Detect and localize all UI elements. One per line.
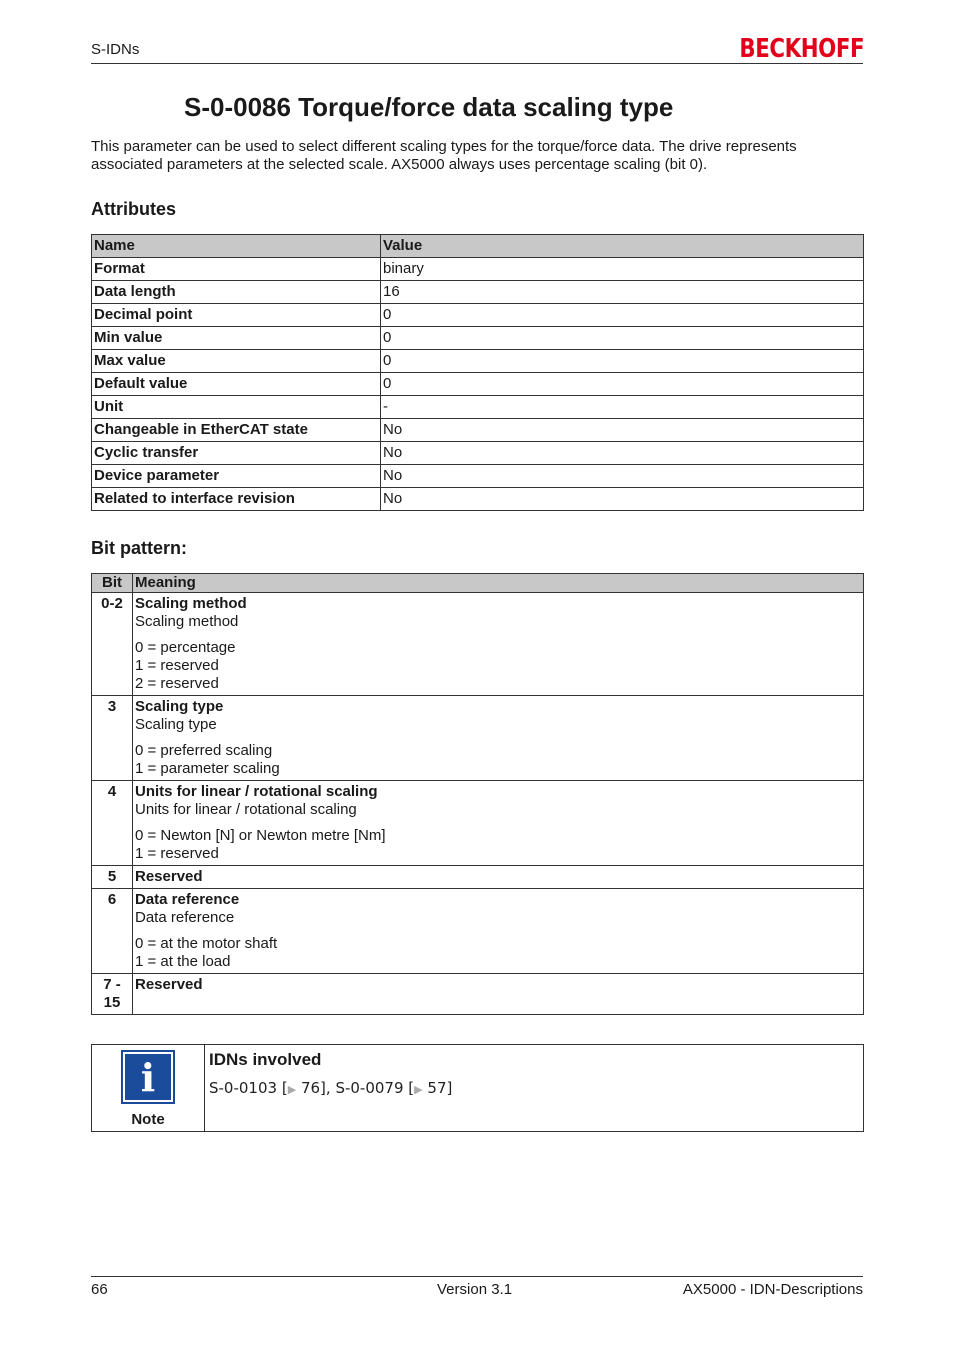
- bit-meaning: [133, 593, 864, 696]
- page-ref: 57: [427, 1079, 447, 1097]
- bit-meaning: [133, 974, 864, 1015]
- table-row: [92, 258, 864, 281]
- bit-option: 1 = at the load: [135, 953, 231, 970]
- attributes-header-row: [92, 235, 864, 258]
- bit-option: 1 = parameter scaling: [135, 760, 280, 777]
- bit-option: 0 = preferred scaling: [135, 742, 273, 759]
- footer-version: Version 3.1: [437, 1281, 513, 1298]
- bit-description: Units for linear / rotational scaling: [135, 801, 357, 818]
- attribute-name: Min value: [92, 327, 381, 350]
- table-row: [92, 350, 864, 373]
- table-row: [92, 373, 864, 396]
- column-header-meaning: Meaning: [133, 574, 864, 593]
- bit-title: Scaling type: [135, 698, 224, 715]
- header-divider: [91, 63, 863, 64]
- idn-link-s-0-0079[interactable]: S-0-0079 [▶ 57]: [335, 1079, 453, 1097]
- bit-number: 5: [92, 866, 133, 889]
- idn-link-label: S-0-0103: [209, 1079, 278, 1097]
- note-title: IDNs involved: [209, 1050, 322, 1069]
- bit-meaning: [133, 866, 864, 889]
- bit-description: Scaling type: [135, 716, 217, 733]
- table-row: [92, 327, 864, 350]
- page-ref: 76: [300, 1079, 321, 1097]
- attribute-value: No: [381, 442, 864, 465]
- note-box: [91, 1044, 864, 1132]
- attribute-name: Related to interface revision: [92, 488, 381, 511]
- bit-pattern-table: [91, 573, 864, 1015]
- bit-option: 1 = reserved: [135, 845, 219, 862]
- bit-number: 3: [92, 696, 133, 781]
- attributes-table: [91, 234, 864, 511]
- column-header-name: Name: [92, 235, 381, 258]
- attribute-name: Default value: [92, 373, 381, 396]
- table-row: [92, 488, 864, 511]
- bit-meaning: [133, 889, 864, 974]
- bit-description: Data reference: [135, 909, 235, 926]
- bit-option: 0 = Newton [N] or Newton metre [Nm]: [135, 827, 386, 844]
- column-header-bit: Bit: [92, 574, 133, 593]
- bit-meaning: [133, 781, 864, 866]
- bit-pattern-heading: Bit pattern:: [91, 538, 187, 558]
- attribute-name: Decimal point: [92, 304, 381, 327]
- page-arrow-icon: ▶: [287, 1083, 297, 1096]
- attribute-value: -: [381, 396, 864, 419]
- column-header-value: Value: [381, 235, 864, 258]
- page-arrow-icon: ▶: [414, 1083, 423, 1096]
- note-label: Note: [131, 1111, 165, 1128]
- table-row: [92, 304, 864, 327]
- page-number: 66: [91, 1281, 108, 1298]
- table-row: [92, 442, 864, 465]
- attribute-value: binary: [381, 258, 864, 281]
- table-row: [92, 593, 864, 696]
- page-title: S-0-0086 Torque/force data scaling type: [184, 92, 674, 122]
- attribute-value: No: [381, 419, 864, 442]
- info-icon: i: [121, 1050, 175, 1104]
- attribute-name: Data length: [92, 281, 381, 304]
- note-icon-panel: [92, 1045, 205, 1131]
- table-row: [92, 889, 864, 974]
- table-row: [92, 281, 864, 304]
- bit-title: Units for linear / rotational scaling: [135, 783, 378, 800]
- attribute-name: Format: [92, 258, 381, 281]
- table-row: [92, 396, 864, 419]
- table-row: [92, 696, 864, 781]
- table-row: [92, 866, 864, 889]
- attribute-value: 0: [381, 327, 864, 350]
- attribute-name: Unit: [92, 396, 381, 419]
- bit-pattern-header-row: [92, 574, 864, 593]
- bit-option: 0 = percentage: [135, 639, 236, 656]
- bit-number: 4: [92, 781, 133, 866]
- table-row: [92, 781, 864, 866]
- bit-option: 2 = reserved: [135, 675, 219, 692]
- bit-title: Reserved: [135, 868, 203, 885]
- attribute-value: No: [381, 465, 864, 488]
- bit-title: Reserved: [135, 976, 203, 993]
- attribute-value: No: [381, 488, 864, 511]
- footer-document-title: AX5000 - IDN-Descriptions: [682, 1281, 863, 1298]
- idn-link-label: S-0-0079: [335, 1079, 404, 1097]
- attribute-name: Cyclic transfer: [92, 442, 381, 465]
- idn-link-s-0-0103[interactable]: S-0-0103 [▶ 76]: [209, 1079, 326, 1097]
- intro-paragraph: This parameter can be used to select different scaling types for the torque/force data. The drive represents associated parameters at the selected scale. AX5000 always uses percentage scaling (bit 0).: [91, 138, 797, 173]
- bit-option: 0 = at the motor shaft: [135, 935, 278, 952]
- attribute-value: 0: [381, 373, 864, 396]
- beckhoff-logo: BECKHOFF: [739, 34, 864, 64]
- attribute-name: Device parameter: [92, 465, 381, 488]
- table-row: [92, 974, 864, 1015]
- bit-number: 0-2: [92, 593, 133, 696]
- attribute-name: Max value: [92, 350, 381, 373]
- bit-number: 7 - 15: [92, 974, 133, 1015]
- bit-title: Data reference: [135, 891, 240, 908]
- bit-title: Scaling method: [135, 595, 247, 612]
- header-section-label: S-IDNs: [91, 41, 140, 58]
- bit-number: 6: [92, 889, 133, 974]
- attribute-value: 16: [381, 281, 864, 304]
- attribute-name: Changeable in EtherCAT state: [92, 419, 381, 442]
- bit-option: 1 = reserved: [135, 657, 219, 674]
- attributes-heading: Attributes: [91, 199, 176, 219]
- attribute-value: 0: [381, 304, 864, 327]
- table-row: [92, 419, 864, 442]
- note-body: S-0-0103 [▶ 76], S-0-0079 [▶ 57]: [209, 1079, 453, 1097]
- table-row: [92, 465, 864, 488]
- bit-description: Scaling method: [135, 613, 239, 630]
- attribute-value: 0: [381, 350, 864, 373]
- bit-meaning: [133, 696, 864, 781]
- footer-divider: [91, 1276, 863, 1277]
